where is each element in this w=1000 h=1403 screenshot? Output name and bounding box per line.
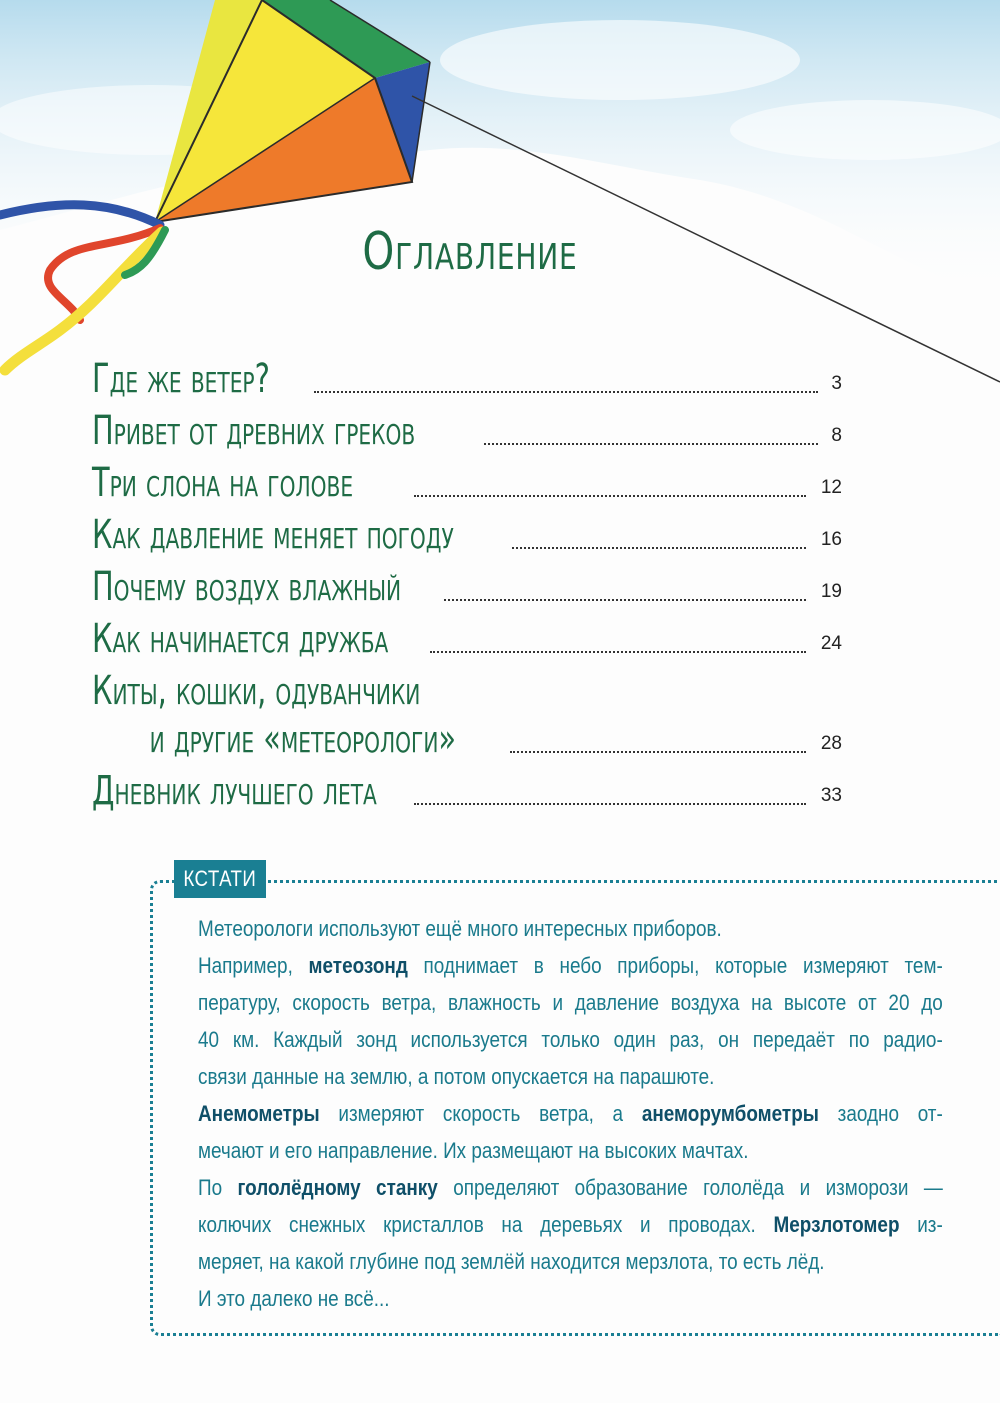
- note-text: поднимает в небо приборы, которые измеряют тем-: [407, 953, 943, 978]
- toc-page-number: 19: [820, 581, 842, 602]
- note-line: [198, 910, 943, 947]
- note-term: Анемометры: [198, 1101, 320, 1126]
- toc-page-number: 24: [820, 633, 842, 654]
- toc-entry[interactable]: [92, 767, 842, 819]
- page-title: Оглавление: [362, 222, 578, 282]
- toc-entry-title: Как начинается дружба: [92, 616, 389, 662]
- note-line: [198, 1243, 943, 1280]
- note-line: [198, 1206, 943, 1243]
- note-text: Например,: [198, 953, 309, 978]
- note-term: гололёдному станку: [237, 1175, 438, 1200]
- toc-entry-title: Где же ветер?: [92, 356, 270, 402]
- toc-page-number: 8: [831, 425, 842, 446]
- note-label-text: КСТАТИ: [183, 866, 257, 891]
- toc-entry[interactable]: [92, 563, 842, 615]
- toc-page-number: 33: [820, 785, 842, 806]
- toc-leader: [512, 547, 806, 549]
- note-term: метеозонд: [308, 953, 408, 978]
- note-text: мечают и его направление. Их размещают на высоких мачтах.: [198, 1138, 749, 1163]
- note-text: измеряют скорость ветра, а: [319, 1101, 642, 1126]
- toc-leader: [314, 391, 818, 393]
- toc-entry-title: Три слона на голове: [92, 460, 354, 506]
- toc-entry-title: [92, 667, 456, 763]
- note-text: меряет, на какой глубине под землёй находится мерзлота, то есть лёд.: [198, 1249, 825, 1274]
- note-text: заодно от-: [818, 1101, 943, 1126]
- toc-page-number: 16: [820, 529, 842, 550]
- toc-leader: [510, 751, 806, 753]
- note-line: [198, 1280, 943, 1317]
- note-term: анеморумбометры: [641, 1101, 819, 1126]
- note-text: Метеорологи используют ещё много интересных приборов.: [198, 916, 722, 941]
- toc-entry[interactable]: [92, 355, 842, 407]
- note-line: [198, 1169, 943, 1206]
- toc-entry[interactable]: [92, 511, 842, 563]
- note-line: [198, 947, 943, 984]
- toc-entry[interactable]: [92, 615, 842, 667]
- toc-entry[interactable]: [92, 459, 842, 511]
- note-term: Мерзлотомер: [773, 1212, 900, 1237]
- note-line: [198, 1095, 943, 1132]
- note-line: [198, 1132, 943, 1169]
- note-text: из-: [899, 1212, 943, 1237]
- toc-entry[interactable]: [92, 667, 842, 767]
- toc-leader: [484, 443, 818, 445]
- note-text: пературу, скорость ветра, влажность и давление воздуха на высоте от 20 до: [198, 990, 943, 1015]
- toc-entry-title: Как давление меняет погоду: [92, 512, 454, 558]
- toc-entry-title-line1: Киты, кошки, одуванчики: [92, 668, 421, 714]
- toc-entry-title-line2: и другие «метеорологи»: [149, 716, 457, 762]
- toc-entry-title: Привет от древних греков: [92, 408, 416, 454]
- table-of-contents: [92, 355, 842, 819]
- toc-entry-title: Почему воздух влажный: [92, 564, 402, 610]
- toc-leader: [414, 495, 806, 497]
- toc-entry-title: Дневник лучшего лета: [92, 768, 377, 814]
- note-body: [198, 910, 943, 1317]
- note-text: колючих снежных кристаллов на деревьях и проводах.: [198, 1212, 774, 1237]
- note-label: [174, 860, 266, 898]
- note-line: [198, 984, 943, 1021]
- toc-leader: [430, 651, 806, 653]
- toc-entry[interactable]: [92, 407, 842, 459]
- toc-page-number: 12: [820, 477, 842, 498]
- toc-page-number: 3: [831, 373, 842, 394]
- note-text: определяют образование гололёда и изморози —: [437, 1175, 943, 1200]
- note-line: [198, 1058, 943, 1095]
- toc-page-number: 28: [820, 733, 842, 754]
- toc-leader: [444, 599, 806, 601]
- note-text: 40 км. Каждый зонд используется только один раз, он передаёт по радио-: [198, 1027, 943, 1052]
- toc-leader: [414, 803, 806, 805]
- note-line: [198, 1021, 943, 1058]
- note-text: связи данные на землю, а потом опускается на парашюте.: [198, 1064, 715, 1089]
- note-text: По: [198, 1175, 238, 1200]
- note-text: И это далеко не всё...: [198, 1286, 390, 1311]
